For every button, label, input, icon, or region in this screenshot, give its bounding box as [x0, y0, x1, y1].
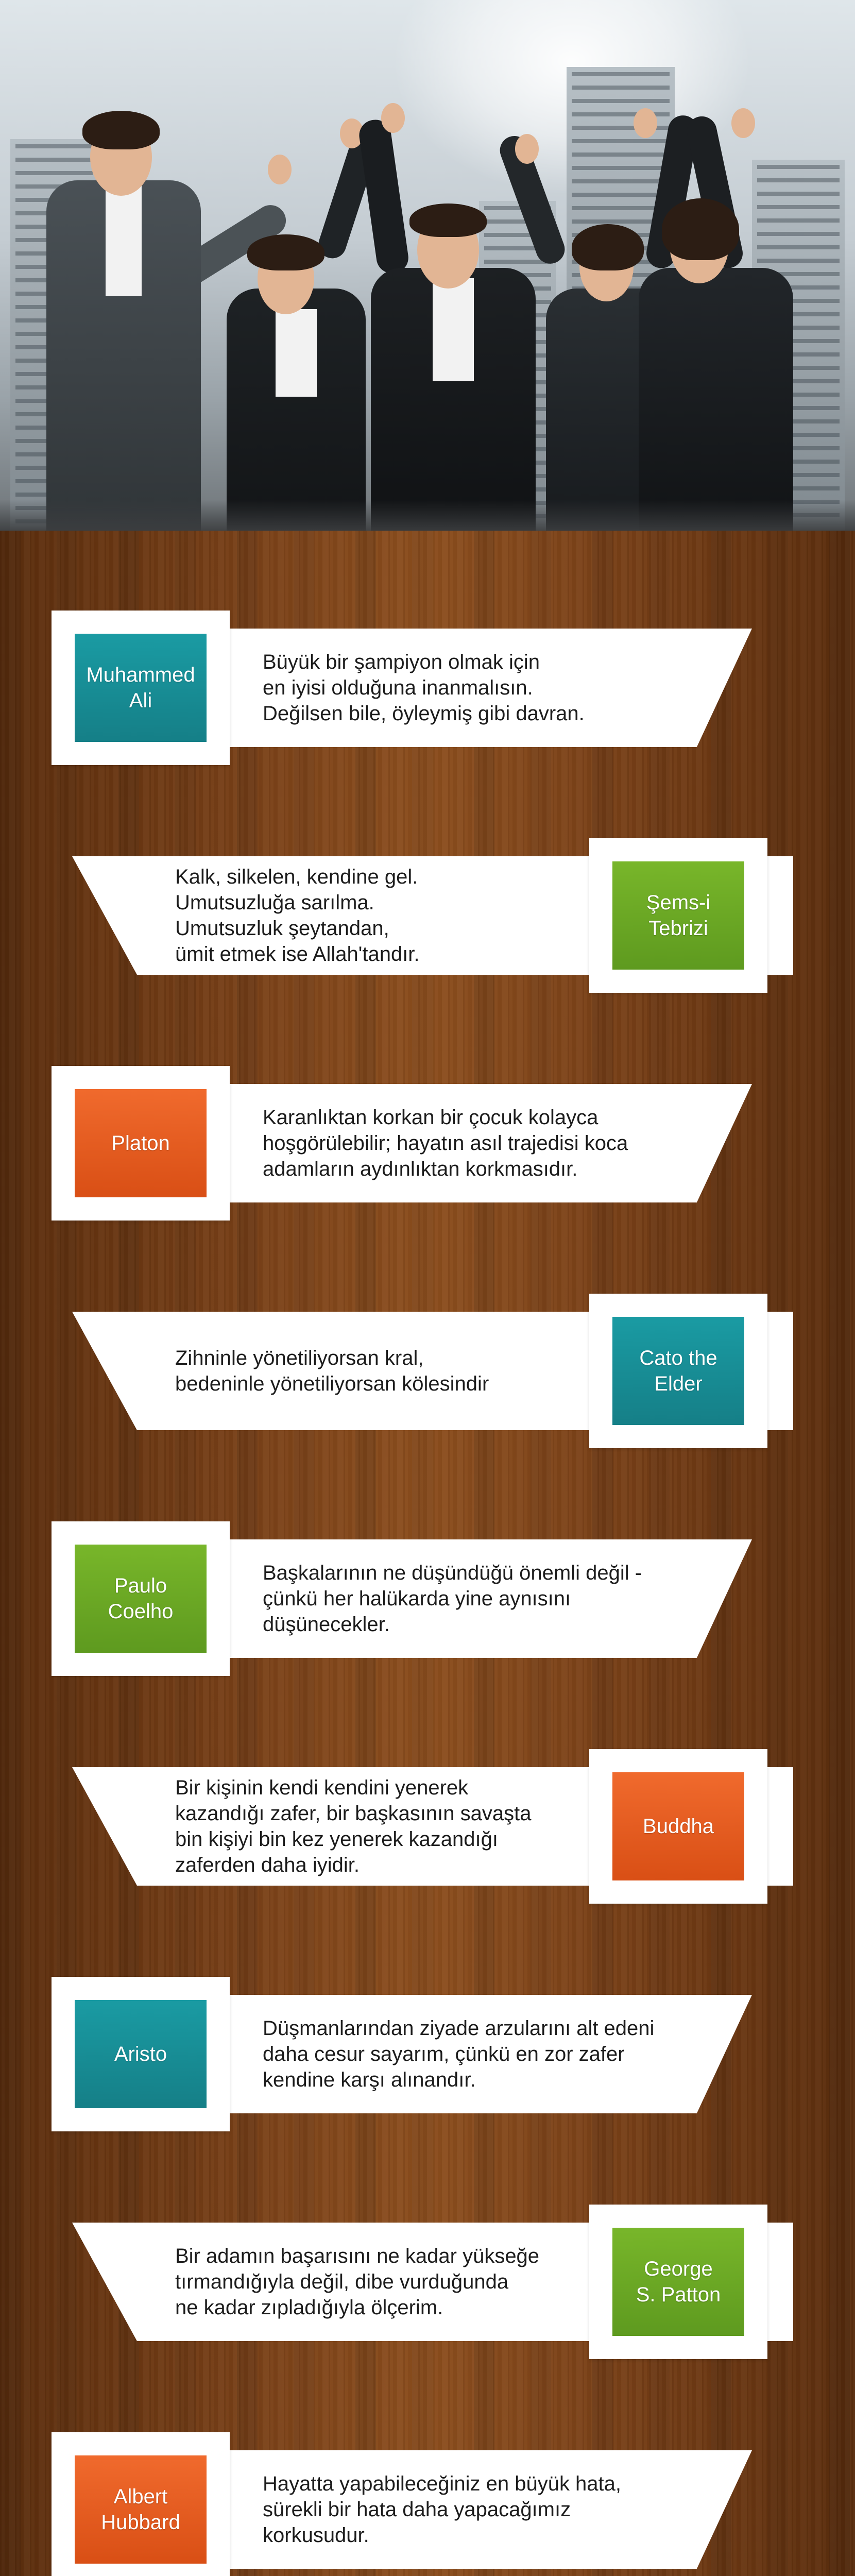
author-name: George S. Patton: [636, 2258, 721, 2306]
quote-text: Düşmanlarından ziyade arzularını alt edeni daha cesur sayarım, çünkü en zor zafer kendine karşı alınandır.: [263, 2017, 655, 2091]
author-box: [612, 1317, 744, 1425]
quote-text: Karanlıktan korkan bir çocuk kolayca hoşgörülebilir; hayatın asıl trajedisi koca adamların aydınlıktan korkmasıdır.: [263, 1106, 628, 1180]
quote-row: [0, 2205, 855, 2359]
author-box: [75, 1545, 207, 1653]
author-name: Albert Hubbard: [101, 2485, 180, 2534]
quote-text: Hayatta yapabileceğiniz en büyük hata, sürekli bir hata daha yapacağımız korkusudur.: [263, 2472, 622, 2547]
author-box: [75, 634, 207, 742]
quote-text: Zihninle yönetiliyorsan kral, bedeninle yönetiliyorsan kölesindir: [175, 1347, 489, 1395]
author-badge: [52, 611, 230, 765]
quote-text: Bir adamın başarısını ne kadar yükseğe tırmandığıyla değil, dibe vurduğunda ne kadar zıpladığıyla ölçerim.: [175, 2245, 540, 2319]
quote-row: [0, 1294, 855, 1448]
author-box: [612, 861, 744, 970]
author-badge: [52, 1977, 230, 2131]
author-name: Platon: [111, 1132, 170, 1155]
quote-row: [0, 1521, 855, 1676]
author-name: Muhammed Ali: [86, 664, 195, 712]
quote-text: Büyük bir şampiyon olmak için en iyisi olduğuna inanmalısın. Değilsen bile, öyleymiş gibi davran.: [263, 651, 585, 725]
author-name: Paulo Coelho: [108, 1574, 174, 1623]
quote-row: [0, 1749, 855, 1904]
quote-row: [0, 1977, 855, 2131]
author-box: [612, 2228, 744, 2336]
author-box: [75, 1089, 207, 1197]
quote-row: [0, 1066, 855, 1221]
author-badge: [589, 1749, 767, 1904]
author-badge: [52, 2432, 230, 2576]
author-badge: [52, 1066, 230, 1221]
hero-photo: [0, 0, 855, 531]
quote-text: Bir kişinin kendi kendini yenerek kazandığı zafer, bir başkasının savaşta bin kişiyi bin kez yenerek kazandığı zaferden daha iyidir.: [175, 1776, 532, 1876]
author-name: Cato the Elder: [639, 1347, 717, 1395]
author-box: [75, 2455, 207, 2564]
quote-row: [0, 2432, 855, 2576]
author-name: Buddha: [643, 1815, 714, 1838]
quote-row: [0, 838, 855, 993]
quote-text: Başkalarının ne düşündüğü önemli değil - çünkü her halükarda yine aynısını düşünecekler.: [263, 1562, 642, 1636]
author-badge: [589, 2205, 767, 2359]
author-name: Şems-i Tebrizi: [646, 891, 711, 940]
author-box: [75, 2000, 207, 2108]
quote-text: Kalk, silkelen, kendine gel. Umutsuzluğa sarılma. Umutsuzluk şeytandan, ümit etmek ise Allah'tandır.: [175, 866, 420, 965]
author-badge: [589, 1294, 767, 1448]
author-badge: [589, 838, 767, 993]
author-box: [612, 1772, 744, 1880]
author-name: Aristo: [114, 2043, 167, 2065]
author-badge: [52, 1521, 230, 1676]
quote-row: [0, 611, 855, 765]
